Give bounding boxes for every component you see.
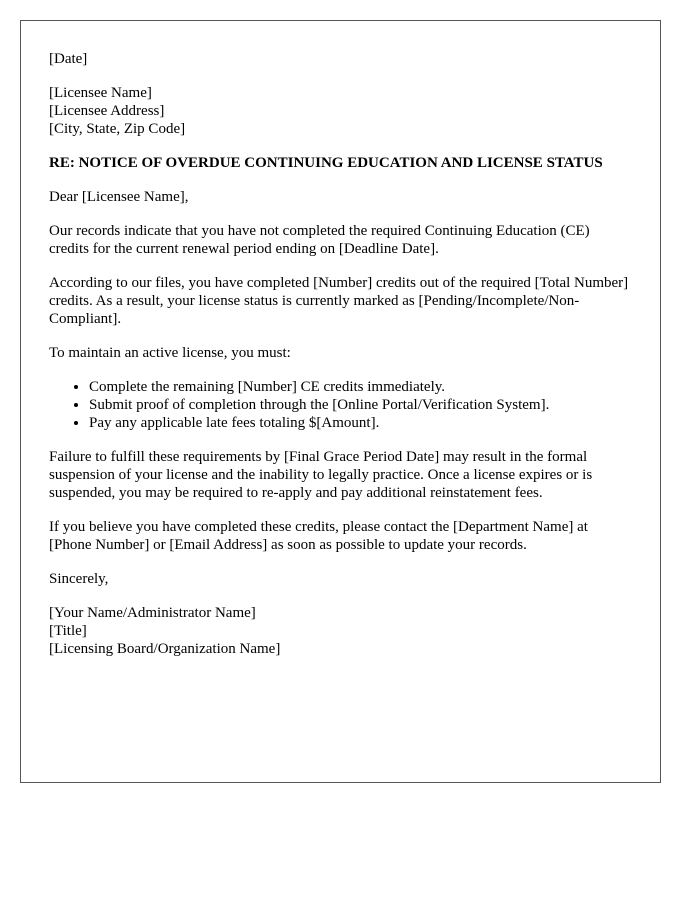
paragraph-requirements-intro: To maintain an active license, you must: — [49, 345, 291, 361]
paragraph-credits: According to our files, you have completed [Number] credits out of the required [Total Number] credits. As a result, your license status is currently marked as [Pending/Incomplete/Non-Compliant]. — [49, 275, 629, 327]
date: [Date] — [49, 51, 88, 67]
signature-title: [Title] — [49, 623, 87, 639]
paragraph-records: Our records indicate that you have not completed the required Continuing Education (CE) credits for the current renewal period ending on [Deadline Date]. — [49, 223, 590, 257]
list-item: • Submit proof of completion through the [Online Portal/Verification System]. — [89, 396, 632, 414]
signature-block — [49, 604, 632, 658]
salutation: Dear [Licensee Name], — [49, 189, 189, 205]
signature-organization: [Licensing Board/Organization Name] — [49, 641, 281, 657]
subject-line: RE: NOTICE OF OVERDUE CONTINUING EDUCATION AND LICENSE STATUS — [49, 155, 603, 171]
recipient-name: [Licensee Name] — [49, 85, 152, 101]
paragraph-consequences: Failure to fulfill these requirements by [Final Grace Period Date] may result in the formal suspension of your license and the inability to legally practice. Once a license expires or is suspended, you may be required to re-apply and pay additional reinstatement fees. — [49, 449, 593, 501]
recipient-city-state-zip: [City, State, Zip Code] — [49, 121, 186, 137]
signature-name: [Your Name/Administrator Name] — [49, 605, 256, 621]
recipient-block — [49, 84, 632, 138]
list-item: • Pay any applicable late fees totaling $[Amount]. — [89, 414, 632, 432]
signoff: Sincerely, — [49, 571, 109, 587]
letter — [20, 20, 661, 783]
list-item: • Complete the remaining [Number] CE credits immediately. — [89, 378, 632, 396]
requirements-list — [49, 378, 632, 432]
paragraph-contact: If you believe you have completed these credits, please contact the [Department Name] at [Phone Number] or [Email Address] as soon as possible to update your records. — [49, 519, 588, 553]
recipient-address: [Licensee Address] — [49, 103, 165, 119]
